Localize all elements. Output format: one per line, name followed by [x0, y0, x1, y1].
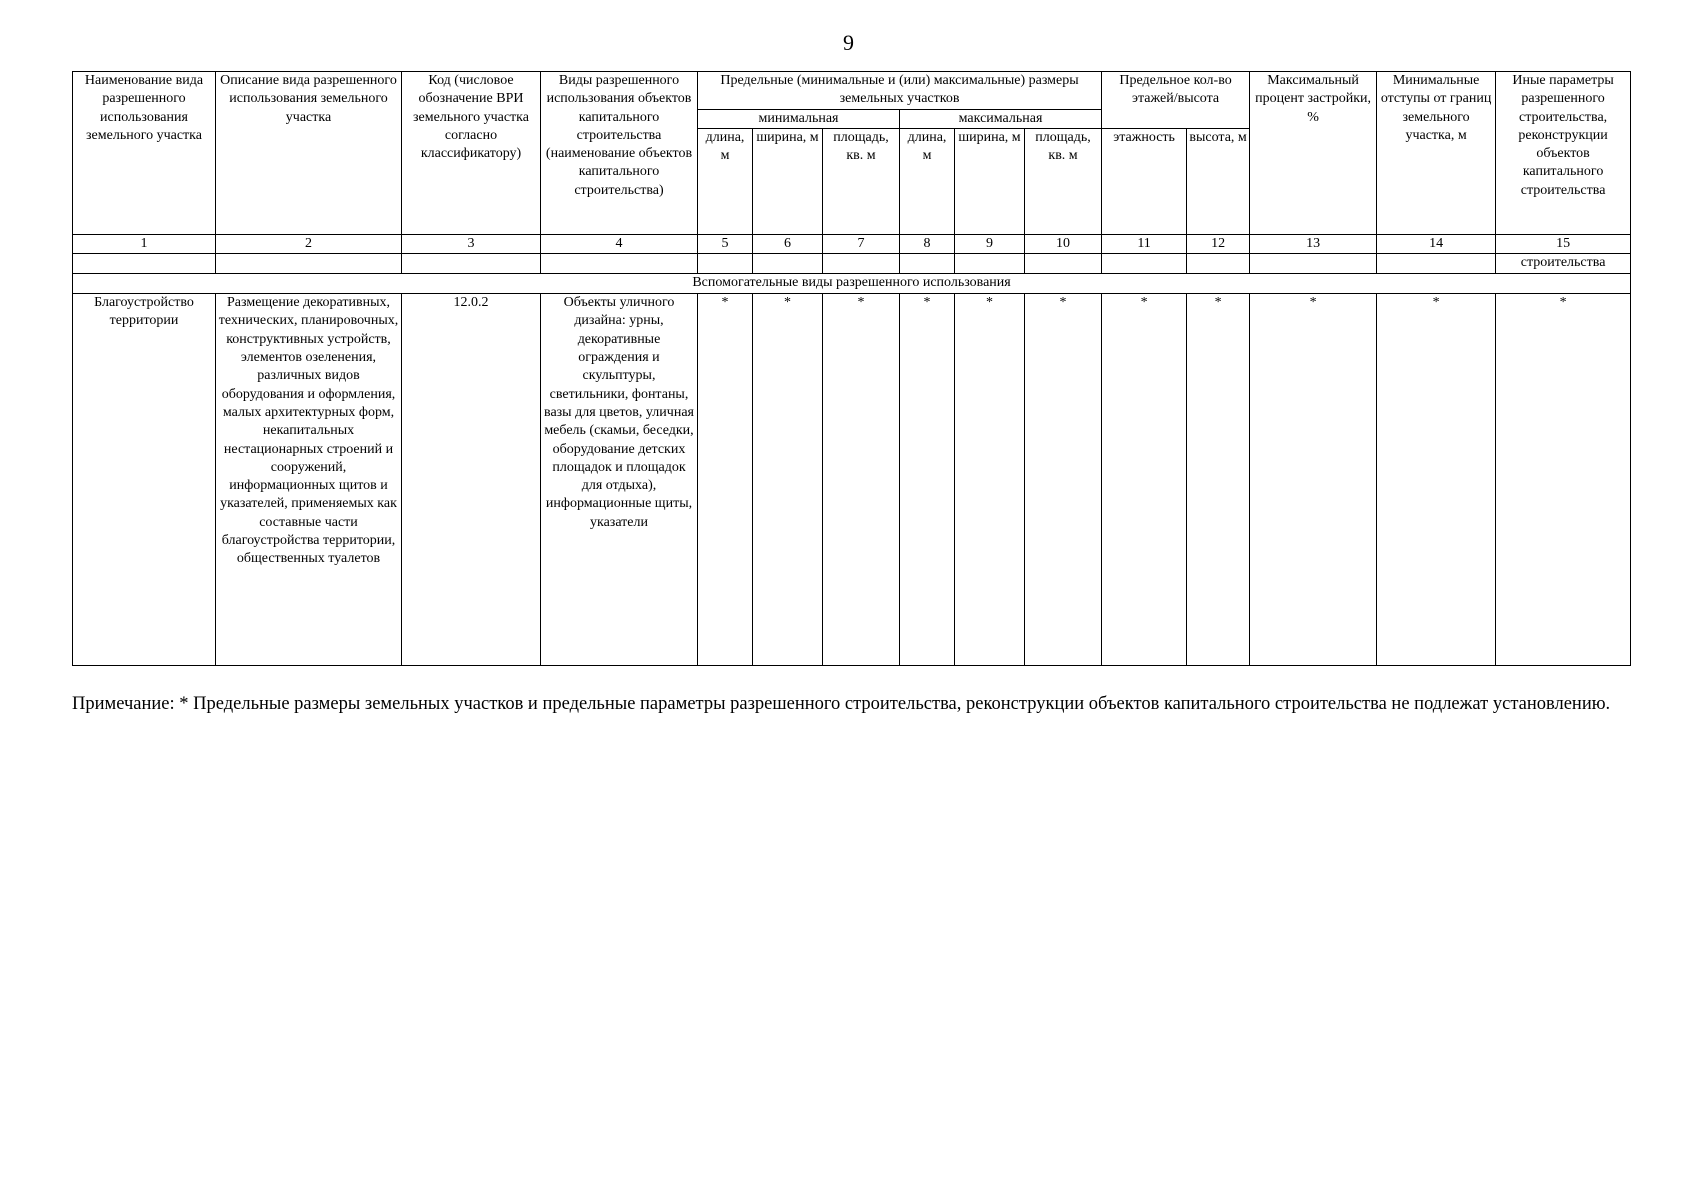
land-use-table: [72, 71, 1631, 666]
header-min-width: ширина, м: [753, 128, 823, 234]
page-number: 9: [843, 30, 854, 55]
header-min-setbacks: Минимальные отступы от границ земельного участка, м: [1377, 72, 1496, 235]
header-code: Код (числовое обозначение ВРИ земельного участка согласно классификатору): [402, 72, 541, 235]
empty-cell: [955, 254, 1025, 274]
empty-cell: [216, 254, 402, 274]
column-number: 12: [1187, 234, 1250, 253]
row-value: *: [1496, 294, 1631, 666]
row-value: *: [753, 294, 823, 666]
empty-cell: [753, 254, 823, 274]
header-other-params: Иные параметры разрешенного строительства, реконструкции объектов капитального строительства: [1496, 72, 1631, 235]
column-number: 14: [1377, 234, 1496, 253]
column-number: 15: [1496, 234, 1631, 253]
row-value: *: [1250, 294, 1377, 666]
row-use-description: Размещение декоративных, технических, планировочных, конструктивных устройств, элементов озеленения, различных видов оборудования и оформления, малых архитектурных форм, некапитальных нестационарных строений и сооружений, информационных щитов и указателей, применяемых как составные части благоустройства территории, общественных туалетов: [216, 294, 402, 666]
header-capital-objects: Виды разрешенного использования объектов капитального строительства (наименование объектов капитального строительства): [541, 72, 698, 235]
header-use-name: Наименование вида разрешенного использования земельного участка: [73, 72, 216, 235]
empty-cell: [900, 254, 955, 274]
empty-cell: [541, 254, 698, 274]
empty-cell: [1377, 254, 1496, 274]
row-value: *: [1377, 294, 1496, 666]
section-title: Вспомогательные виды разрешенного использования: [73, 274, 1631, 294]
header-minimum: минимальная: [698, 109, 900, 128]
column-number: 9: [955, 234, 1025, 253]
column-number: 6: [753, 234, 823, 253]
row-value: *: [698, 294, 753, 666]
column-number: 11: [1102, 234, 1187, 253]
row-value: *: [955, 294, 1025, 666]
header-max-length: длина, м: [900, 128, 955, 234]
column-number: 7: [823, 234, 900, 253]
empty-cell: [402, 254, 541, 274]
column-number: 5: [698, 234, 753, 253]
empty-cell: [1250, 254, 1377, 274]
column-number: 10: [1025, 234, 1102, 253]
row-value: *: [1187, 294, 1250, 666]
column-number: 2: [216, 234, 402, 253]
empty-cell: [823, 254, 900, 274]
row-value: *: [900, 294, 955, 666]
continuation-cell: строительства: [1496, 254, 1631, 274]
footnote: Примечание: * Предельные размеры земельных участков и предельные параметры разрешенного строительства, реконструкции объектов капитального строительства не подлежат установлению.: [72, 694, 1611, 714]
column-number: 4: [541, 234, 698, 253]
header-floors-spacer: [1102, 109, 1250, 128]
empty-cell: [698, 254, 753, 274]
empty-cell: [1187, 254, 1250, 274]
row-capital-objects: Объекты уличного дизайна: урны, декоративные ограждения и скульптуры, светильники, фонтаны, вазы для цветов, уличная мебель (скамьи, беседки, оборудование детских площадок и площадок для отдыха), информационные щиты, указатели: [541, 294, 698, 666]
column-number: 8: [900, 234, 955, 253]
empty-cell: [73, 254, 216, 274]
row-use-name: Благоустройство территории: [73, 294, 216, 666]
header-height: высота, м: [1187, 128, 1250, 234]
empty-cell: [1025, 254, 1102, 274]
header-use-description: Описание вида разрешенного использования земельного участка: [216, 72, 402, 235]
row-value: *: [1102, 294, 1187, 666]
header-floors-height: Предельное кол-во этажей/высота: [1102, 72, 1250, 110]
header-maximum: максимальная: [900, 109, 1102, 128]
header-max-area: площадь, кв. м: [1025, 128, 1102, 234]
column-number: 3: [402, 234, 541, 253]
header-min-length: длина, м: [698, 128, 753, 234]
header-floor-count: этажность: [1102, 128, 1187, 234]
header-min-area: площадь, кв. м: [823, 128, 900, 234]
row-value: *: [1025, 294, 1102, 666]
column-number: 1: [73, 234, 216, 253]
row-value: *: [823, 294, 900, 666]
empty-cell: [1102, 254, 1187, 274]
header-plot-size-limits: Предельные (минимальные и (или) максимальные) размеры земельных участков: [698, 72, 1102, 110]
header-max-width: ширина, м: [955, 128, 1025, 234]
column-number: 13: [1250, 234, 1377, 253]
row-code: 12.0.2: [402, 294, 541, 666]
header-max-build-percent: Максимальный процент застройки, %: [1250, 72, 1377, 235]
